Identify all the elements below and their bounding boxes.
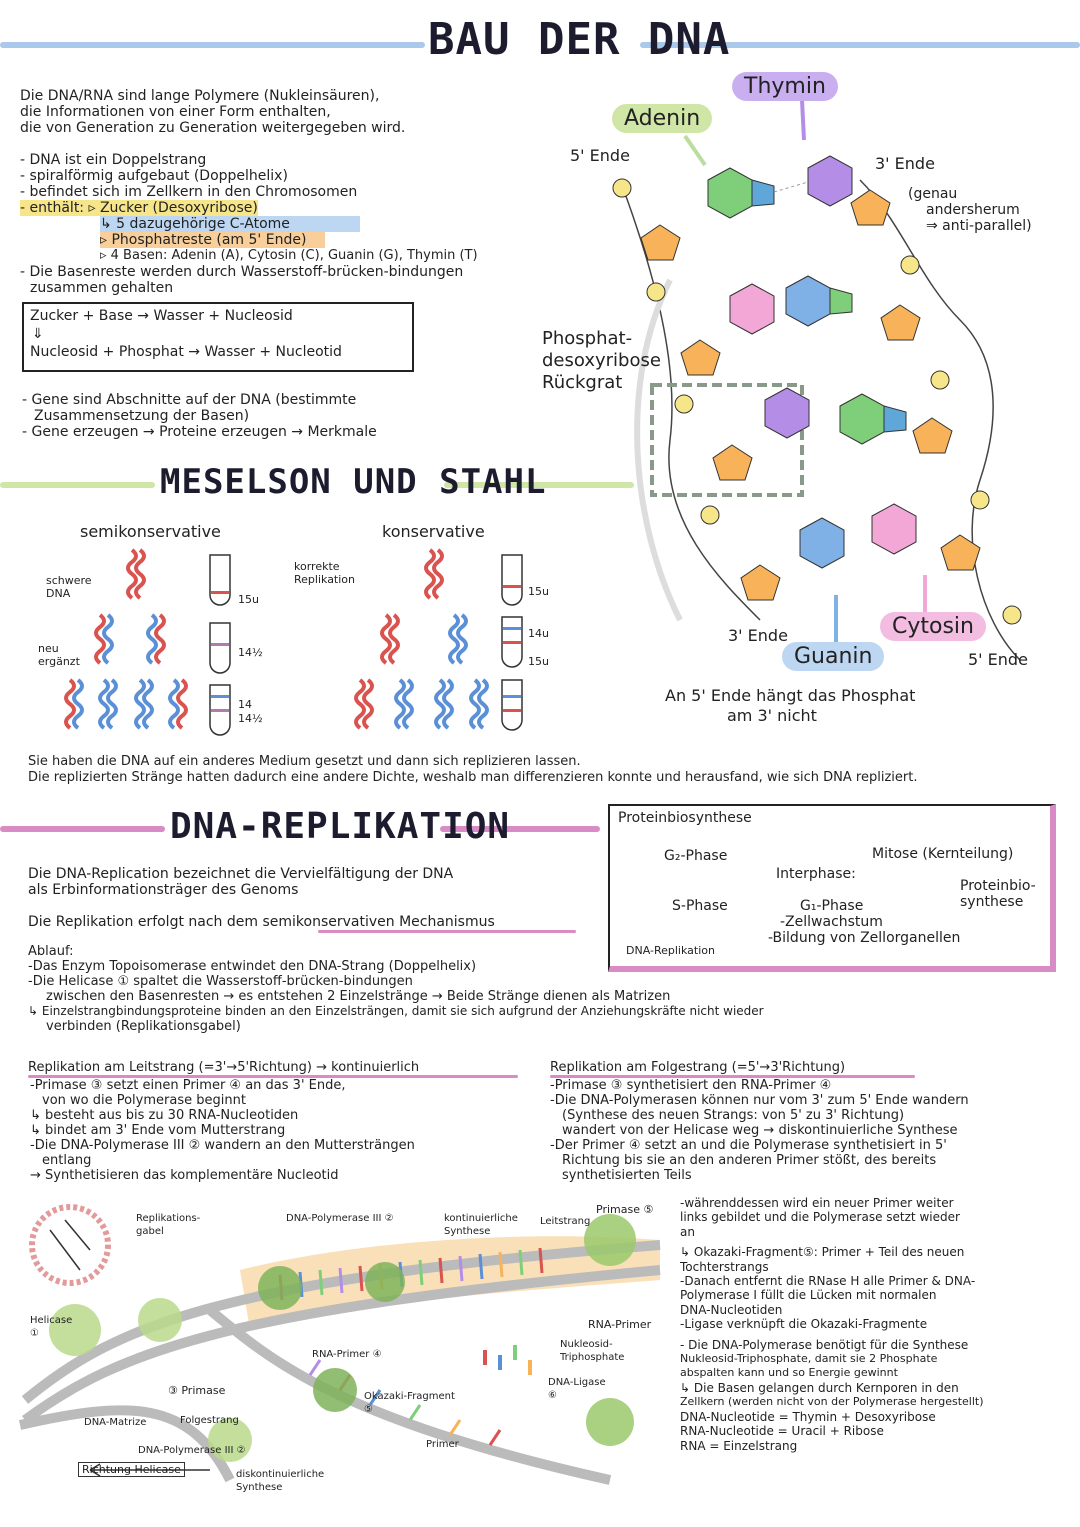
leit-line: von wo die Polymerase beginnt [42,1093,246,1108]
note-line: links gebildet und die Polymerase setzt wieder [680,1210,960,1225]
fork-folgestrang: Folgestrang [180,1415,239,1426]
adenin-base-icon [884,406,906,432]
folgestrang-title: Replikation am Folgestrang (=5'→3'Richtung) [550,1060,846,1075]
guanin-base-icon [786,276,830,326]
cytosin-base-icon [730,284,774,334]
replikation-notes [680,1196,984,1453]
kons-label: konservative [382,522,485,541]
tube-icon [210,555,230,605]
g1-phase: G₁-Phase [800,898,864,914]
s-phase: S-Phase [672,898,728,914]
polymerase-icon [258,1266,302,1310]
fork-diskont [236,1468,324,1494]
interphase: Interphase: [776,866,856,882]
fork-richtung[interactable]: Richtung Helicase [78,1462,185,1477]
fork-line: ① [30,1328,39,1339]
fork-line: Replikations- [136,1213,201,1224]
tube-icon [210,623,230,673]
phosphate-note-line: am 3' nicht [727,706,817,725]
phosphate-icon [675,395,693,413]
formula-box [22,302,414,372]
tube-icon [502,680,522,730]
thymin-label: Thymin [732,72,838,101]
fork-primase3: ③ Primase [168,1384,226,1397]
helix-kons-heavy [426,550,442,598]
meselson-diagram [60,545,560,745]
cycle-title: Proteinbiosynthese [618,810,752,826]
meselson-line: Sie haben die DNA auf ein anderes Medium gesetzt und dann sich replizieren lassen. [28,754,581,769]
fork-okazaki [364,1390,455,1416]
bullet: ▹ 4 Basen: Adenin (A), Cytosin (C), Guanin (G), Thymin (T) [100,248,478,263]
five-end-top: 5' Ende [570,146,630,165]
tube-label: 15u [528,585,549,598]
guanin-base-icon [830,288,852,314]
fork-line: Synthese [236,1482,283,1493]
fork-line: gabel [136,1226,164,1237]
genes-text [22,392,377,440]
fork-primase5: Primase ⑤ [596,1203,654,1216]
korrekte-line: Replikation [294,573,355,586]
primase-icon [138,1298,182,1342]
fork-leitstrang: Leitstrang [540,1216,591,1227]
three-end-bottom: 3' Ende [728,626,788,645]
genes-line: - Gene sind Abschnitte auf der DNA (bestimmte [22,392,357,408]
fork-line: DNA-Ligase [548,1377,606,1388]
replikation-def [28,866,453,898]
note-line: an [680,1224,695,1239]
note-line: ↳ Die Basen gelangen durch Kernporen in den [680,1380,959,1395]
tube-icon [502,555,522,605]
replikation-bar-left [0,826,165,832]
formula-1: Zucker + Base → Wasser + Nucleosid [30,308,293,324]
fork-kontinuierlich [444,1212,518,1238]
bullet: ↳ 5 dazugehörige C-Atome [100,216,360,232]
phosphate-icon [931,371,949,389]
fork-line: ⑥ [548,1390,557,1401]
phosphate-icon [971,491,989,509]
formula-arrow: ⇓ [32,326,44,342]
mechanism-underline [318,930,576,933]
cytosin-base-icon [872,504,916,554]
ligase-icon [586,1398,634,1446]
ablauf [28,944,764,1034]
antiparallel-line: andersherum [926,202,1020,218]
ablauf-line: ↳ Einzelstrangbindungsproteine binden an den Einzelsträngen, damit sie sich aufgrund der Anziehungskräfte nicht wieder [28,1004,764,1018]
backbone-label [542,328,661,394]
antiparallel-line: ⇒ anti-parallel) [926,218,1032,234]
folge-line: wandert von der Helicase weg → diskontinuierliche Synthese [562,1123,958,1138]
fork-helicase [30,1314,72,1340]
polymerase-icon [313,1368,357,1412]
guanin-label: Guanin [782,642,884,671]
note-line: DNA-Nucleotide = Thymin + Desoxyribose [680,1409,936,1424]
sugar-icon [713,445,752,480]
ablauf-line: verbinden (Replikationsgabel) [46,1019,241,1034]
leit-line: ↳ bindet am 3' Ende vom Mutterstrang [30,1123,286,1138]
helix-heavy [128,550,144,598]
note-line: Tochterstrangs [680,1259,769,1274]
sugar-icon [881,305,920,340]
leit-line: → Synthetisieren das komplementäre Nucleotid [30,1168,339,1183]
fork-line: ⑤ [364,1404,373,1415]
leit-line: -Die DNA-Polymerase III ② wandern an den Muttersträngen [30,1138,415,1153]
leitstrang-title: Replikation am Leitstrang (=3'→5'Richtung) → kontinuierlich [28,1060,420,1075]
fork-line: kontinuierliche [444,1213,518,1224]
def-line: als Erbinformationsträger des Genoms [28,882,299,898]
schwere-line: schwere [46,574,92,587]
fork-matrize: DNA-Matrize [84,1417,147,1428]
neu-line: neu [38,642,59,655]
cytosin-label: Cytosin [880,612,986,641]
page-title: BAU DER DNA [428,14,731,65]
proteinbio-line: synthese [960,894,1024,910]
backbone-line: Rückgrat [542,372,623,393]
note-line: RNA = Einzelstrang [680,1438,798,1453]
title-bar-left [0,42,425,48]
meselson-line: Die replizierten Stränge hatten dadurch eine andere Dichte, weshalb man differenzieren konnte und herausfand, wie sich DNA repliziert. [28,770,918,785]
korrekte-line: korrekte [294,560,340,573]
fork-pol2: DNA-Polymerase III ② [138,1445,246,1456]
folge-line: -Die DNA-Polymerasen können nur vom 3' zum 5' Ende wandern [550,1093,969,1108]
schwere-line: DNA [46,587,71,600]
dna-replikation-label: DNA-Replikation [626,944,715,957]
mitose: Mitose (Kernteilung) [872,846,1014,862]
note-line: Zellkern (werden nicht von der Polymerase hergestellt) [680,1395,984,1409]
fork-nukleosid [560,1338,624,1364]
tube-label: 14 [238,698,252,711]
phosphate-icon [647,283,665,301]
thymin-base-icon [808,156,852,206]
leit-line: -Primase ③ setzt einen Primer ④ an das 3' Ende, [30,1078,346,1093]
bullet: ▹ Phosphatreste (am 5' Ende) [100,232,325,248]
fork-line: Okazaki-Fragment [364,1391,455,1402]
note-line: -Ligase verknüpft die Okazaki-Fragmente [680,1317,928,1332]
tube-label: 15u [238,593,259,606]
helix-gen2 [66,680,186,728]
ablauf-line: -Das Enzym Topoisomerase entwindet den DNA-Strang (Doppelhelix) [28,959,477,974]
bullet: - Die Basenreste werden durch Wasserstoff-brücken-bindungen [20,264,464,280]
phosphate-icon [613,179,631,197]
formula-2: Nucleosid + Phosphat → Wasser + Nucleotid [30,344,342,360]
leit-line: ↳ besteht aus bis zu 30 RNA-Nucleotiden [30,1108,299,1123]
fork-ligase [548,1376,606,1402]
meselson-text [28,754,917,786]
sugar-icon [681,340,720,375]
meselson-bar-left [0,482,155,488]
neu-line: ergänzt [38,655,80,668]
def-line: Die DNA-Replication bezeichnet die Vervielfältigung der DNA [28,866,454,882]
note-line: Nukleosid-Triphosphate, damit sie 2 Phosphate [680,1352,938,1366]
bullet: - befindet sich im Zellkern in den Chromosomen [20,184,358,200]
antiparallel-note [908,186,1032,234]
tube-label: 14½ [238,712,263,725]
polymerase-icon [365,1262,405,1302]
guanin-base-icon [800,518,844,568]
phosphate-icon [901,256,919,274]
folge-line: synthetisierten Teils [562,1168,692,1183]
bullet: - DNA ist ein Doppelstrang [20,152,207,168]
note-line: -Danach entfernt die RNase H alle Primer & DNA- [680,1274,976,1289]
adenin-label: Adenin [612,104,712,133]
folgestrang-text [550,1078,969,1183]
sugar-icon [851,190,890,225]
fork-rna-primer-mid: RNA-Primer ④ [312,1349,382,1360]
phosphate-note [665,686,915,726]
adenin-base-icon [708,168,752,218]
meselson-title: MESELSON UND STAHL [160,462,547,502]
bullet: zusammen gehalten [30,280,174,296]
fork-polymerase: DNA-Polymerase III ② [286,1213,394,1224]
replikation-title: DNA-REPLIKATION [170,806,511,847]
primase-icon [584,1214,636,1266]
fork-line: Triphosphate [560,1352,625,1363]
intro-line: die von Generation zu Generation weitergegeben wird. [20,120,406,136]
intro-line: die Informationen von einer Form enthalten, [20,104,331,120]
genes-line: Zusammensetzung der Basen) [34,408,250,424]
note-line: Polymerase I füllt die Lücken mit normalen [680,1288,937,1303]
ablauf-line: zwischen den Basenresten → es entstehen 2 Einzelstränge → Beide Stränge dienen als Matrizen [46,989,671,1004]
phosphate-note-line: An 5' Ende hängt das Phosphat [665,686,916,705]
intro-text [20,88,405,136]
sugar-icon [641,225,680,260]
backbone-line: Phosphat- [542,328,633,349]
adenin-base-icon [752,180,774,206]
semi-label: semikonservative [80,522,221,541]
note-line: RNA-Nucleotide = Uracil + Ribose [680,1424,884,1439]
five-end-bottom: 5' Ende [968,650,1028,669]
fork-line: diskontinuierliche [236,1469,325,1480]
fork-line: Helicase [30,1315,73,1326]
phosphate-icon [1003,606,1021,624]
adenin-base-icon [840,394,884,444]
bullet: - enthält: ▹ Zucker (Desoxyribose) [20,200,258,216]
phosphate-icon [701,506,719,524]
folge-line: -Der Primer ④ setzt an und die Polymerase synthetisiert in 5' [550,1138,947,1153]
folge-line: (Synthese des neuen Strangs: von 5' zu 3' Richtung) [562,1108,905,1123]
fork-primer: Primer [426,1439,459,1450]
backbone-line: desoxyribose [542,350,661,371]
fork-line: Nukleosid- [560,1339,613,1350]
folge-line: Richtung bis sie an den anderen Primer stößt, des bereits [562,1153,937,1168]
sugar-icon [941,535,980,570]
sugar-icon [913,418,952,453]
plasmid-icon [32,1207,108,1283]
dna-properties-list [20,152,478,296]
proteinbio-line: Proteinbio- [960,878,1036,894]
tube-label: 14u [528,627,549,640]
note-line: abspalten kann und so Energie gewinnt [680,1366,898,1380]
fork-replikationsgabel [136,1212,200,1238]
g1-organellen: -Bildung von Zellorganellen [768,930,961,946]
note-line: -währenddessen wird ein neuer Primer weiter [680,1196,954,1210]
fork-rna-primer-right: RNA-Primer [588,1318,652,1331]
leitstrang-text [30,1078,415,1183]
tube-label: 15u [528,655,549,668]
g2-phase: G₂-Phase [664,848,728,864]
replikation-mechanism: Die Replikation erfolgt nach dem semikonservativen Mechanismus [28,914,495,930]
tube-label: 14½ [238,646,263,659]
ablauf-line: Ablauf: [28,944,74,959]
proteinbiosynthese [960,878,1036,910]
bullet: - spiralförmig aufgebaut (Doppelhelix) [20,168,288,184]
note-line: ↳ Okazaki-Fragment⑤: Primer + Teil des neuen [680,1245,965,1260]
note-line: DNA-Nucleotiden [680,1302,783,1317]
leit-line: entlang [42,1153,92,1168]
fork-line: Synthese [444,1226,491,1237]
genes-line: - Gene erzeugen → Proteine erzeugen → Merkmale [22,424,377,440]
g1-zellwachstum: -Zellwachstum [780,914,883,930]
ablauf-line: -Die Helicase ① spaltet die Wasserstoff-brücken-bindungen [28,974,413,989]
intro-line: Die DNA/RNA sind lange Polymere (Nukleinsäuren), [20,88,380,104]
folge-line: -Primase ③ synthetisiert den RNA-Primer ④ [550,1078,832,1093]
antiparallel-line: (genau [908,186,958,202]
helix-hybrid [96,615,164,663]
three-end-top: 3' Ende [875,154,935,173]
sugar-icon [741,565,780,600]
note-line: - Die DNA-Polymerase benötigt für die Synthese [680,1337,969,1352]
